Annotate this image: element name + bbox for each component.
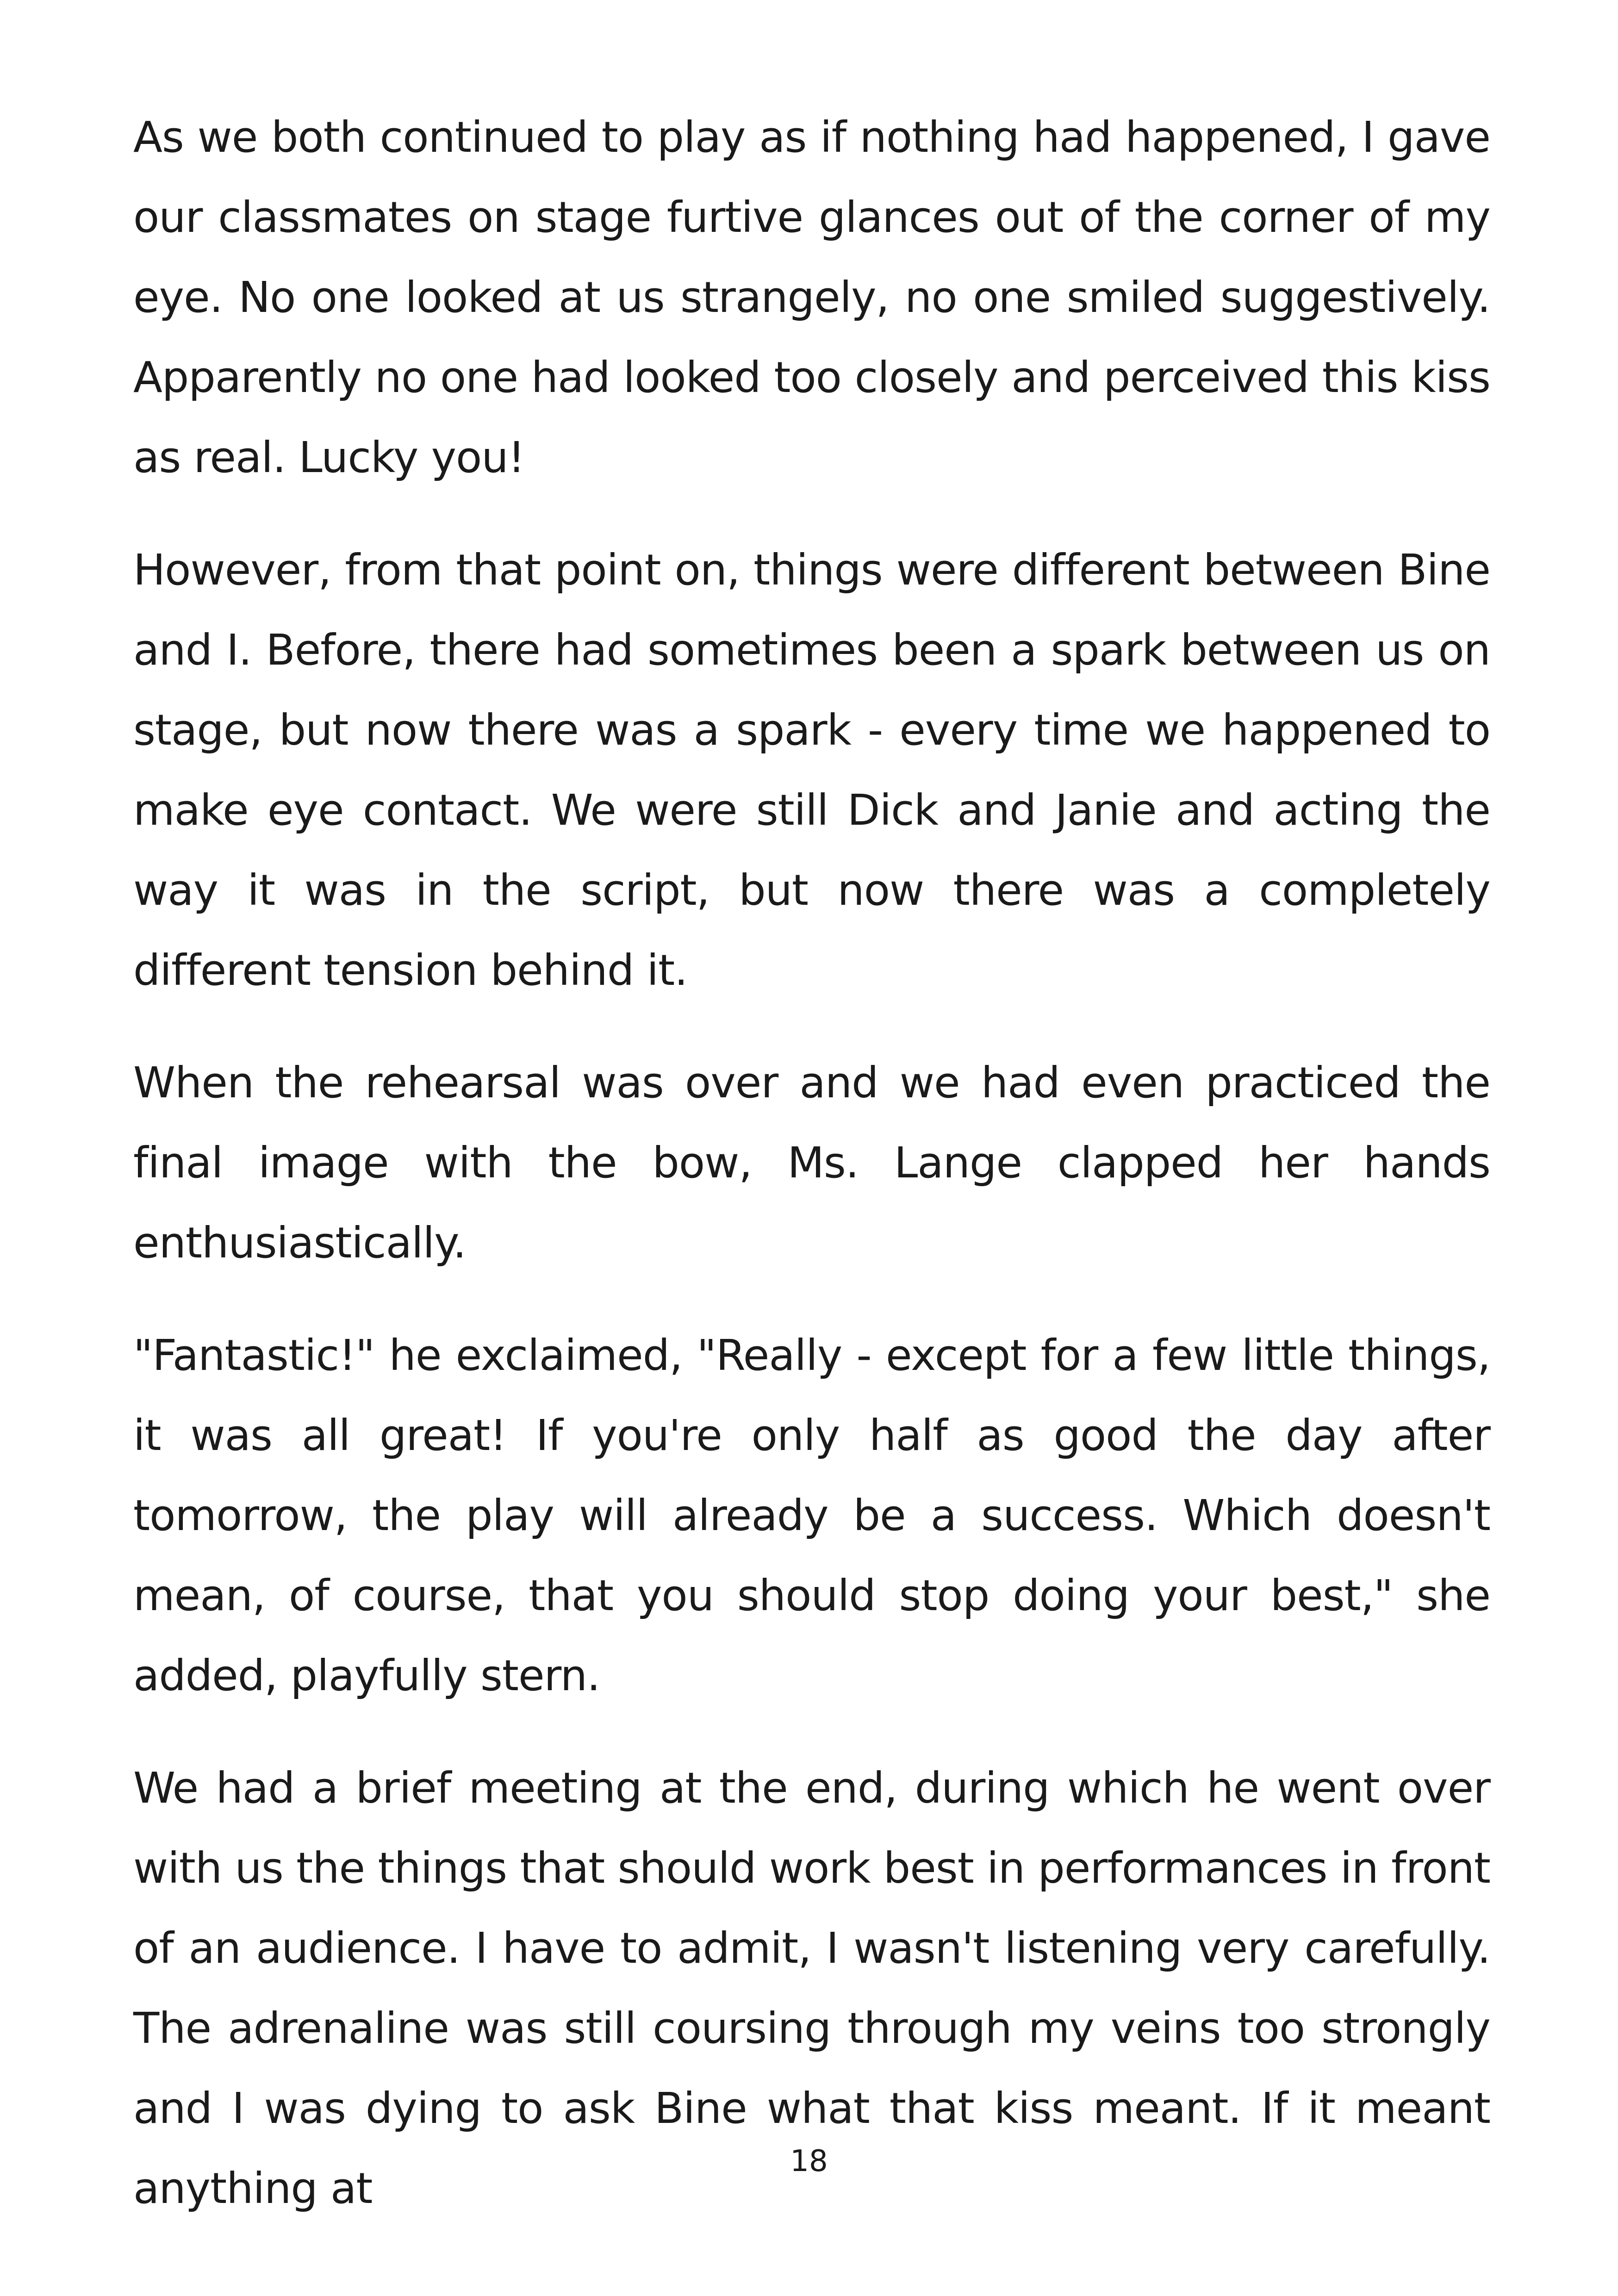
- paragraph-2: However, from that point on, things were different between Bine and I. Before, there had sometimes been a spark between us on stage, but now there was a spark - every time we happened to make eye contact. We were still Dick and Janie and acting the way it was in the script, but now there was a completely different tension behind it.: [133, 545, 1490, 995]
- paragraph-1: As we both continued to play as if nothing had happened, I gave our classmates on stage furtive glances out of the corner of my eye. No one looked at us strangely, no one smiled suggestively. Apparently no one had looked too closely and perceived this kiss as real. Lucky you!: [133, 112, 1490, 482]
- paragraph-4: "Fantastic!" he exclaimed, "Really - except for a few little things, it was all great! If you're only half as good the day after tomorrow, the play will already be a success. Which doesn't mean, of course, that you should stop doing your best," she added, playfully stern.: [133, 1331, 1490, 1700]
- body-text: [133, 97, 1490, 2261]
- paragraph-3: When the rehearsal was over and we had even practiced the final image with the bow, Ms. Lange clapped her hands enthusiastically.: [133, 1058, 1490, 1268]
- page-number: 18: [790, 2144, 828, 2178]
- paragraph-5: We had a brief meeting at the end, during which he went over with us the things that should work best in performances in front of an audience. I have to admit, I wasn't listening very carefully. The adrenaline was still coursing through my veins too strongly and I was dying to ask Bine what that kiss meant. If it meant anything at: [133, 1763, 1490, 2213]
